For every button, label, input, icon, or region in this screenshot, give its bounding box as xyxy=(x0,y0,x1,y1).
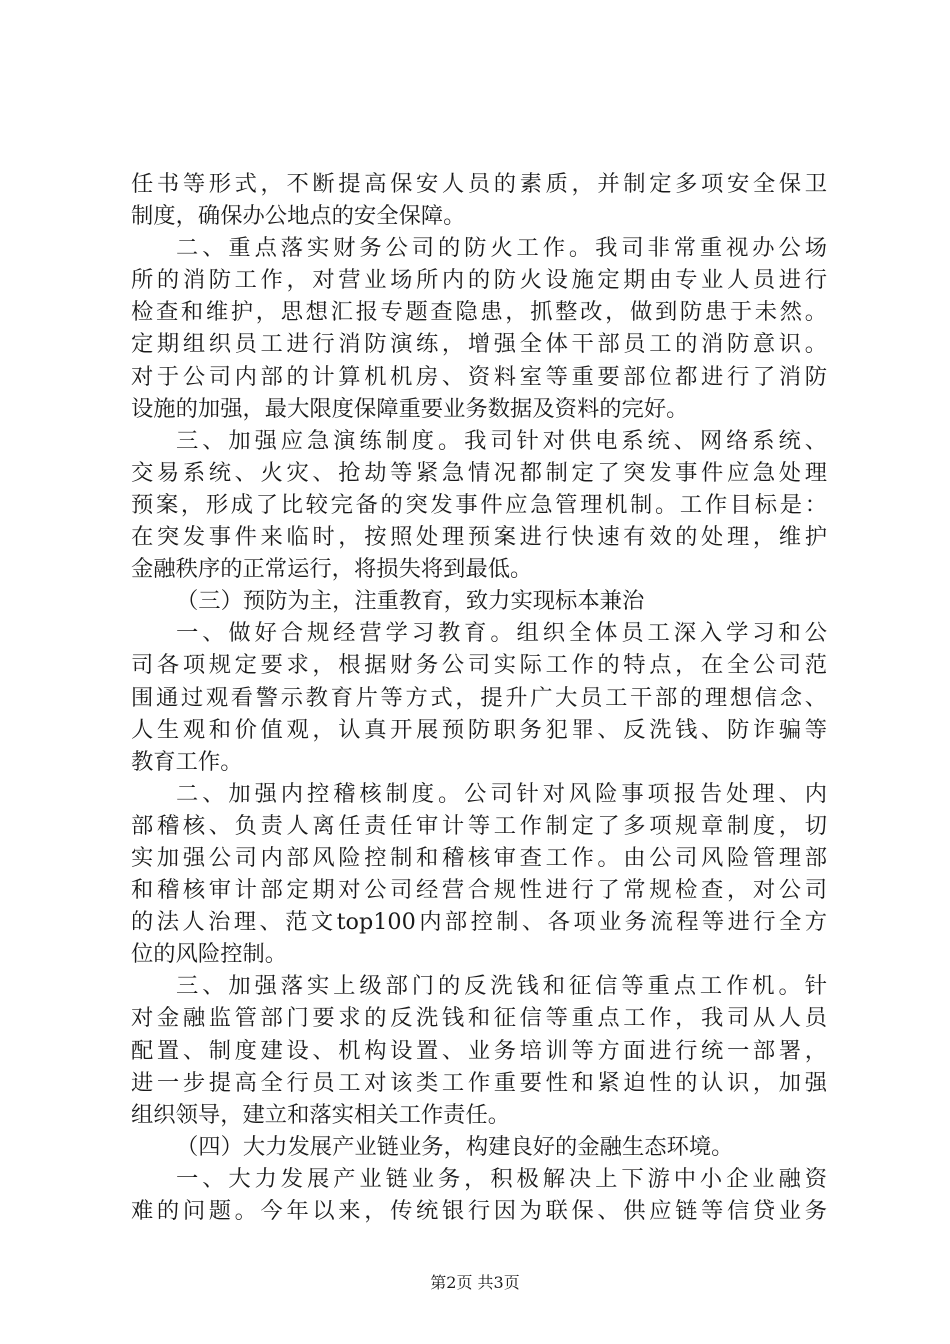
text-line: 交易系统、火灾、抢劫等紧急情况都制定了突发事件应急处理 xyxy=(131,459,827,486)
paragraph-start-line: 三、加强应急演练制度。我司针对供电系统、网络系统、 xyxy=(176,427,827,454)
text-line: 司各项规定要求，根据财务公司实际工作的特点，在全公司范 xyxy=(131,652,827,679)
text-line: 预案，形成了比较完备的突发事件应急管理机制。工作目标是： xyxy=(131,491,827,518)
text-line: 和稽核审计部定期对公司经营合规性进行了常规检查，对公司 xyxy=(131,877,827,904)
paragraph-start-line: 一、做好合规经营学习教育。组织全体员工深入学习和公 xyxy=(176,620,827,647)
text-line: 围通过观看警示教育片等方式，提升广大员工干部的理想信念、 xyxy=(131,684,827,711)
text-line: 人生观和价值观，认真开展预防职务犯罪、反洗钱、防诈骗等 xyxy=(131,716,827,743)
text-line: 任书等形式，不断提高保安人员的素质，并制定多项安全保卫 xyxy=(131,171,827,197)
text-line: 的法人治理、范文top100内部控制、各项业务流程等进行全方 xyxy=(131,909,827,936)
paragraph-start-line: 二、加强内控稽核制度。公司针对风险事项报告处理、内 xyxy=(176,780,827,807)
text-line: 部稽核、负责人离任责任审计等工作制定了多项规章制度，切 xyxy=(131,812,827,839)
paragraph-start-line: 一、大力发展产业链业务，积极解决上下游中小企业融资 xyxy=(176,1165,827,1192)
paragraph-start-line: 三、加强落实上级部门的反洗钱和征信等重点工作机。针 xyxy=(176,973,827,1000)
text-line: 检查和维护，思想汇报专题查隐患，抓整改，做到防患于未然。 xyxy=(131,299,827,326)
text-line: 难的问题。今年以来，传统银行因为联保、供应链等信贷业务 xyxy=(131,1198,827,1224)
text-line: 设施的加强，最大限度保障重要业务数据及资料的完好。 xyxy=(131,395,689,422)
text-line: 定期组织员工进行消防演练，增强全体干部员工的消防意识。 xyxy=(131,331,827,358)
text-line: 对于公司内部的计算机机房、资料室等重要部位都进行了消防 xyxy=(131,363,827,390)
section-heading: （三）预防为主，注重教育，致力实现标本兼治 xyxy=(176,588,645,615)
page-number-footer: 第2页 共3页 xyxy=(430,1273,520,1292)
text-line: 金融秩序的正常运行，将损失将到最低。 xyxy=(131,556,533,583)
text-line: 制度，确保办公地点的安全保障。 xyxy=(131,203,466,230)
text-line: 进一步提高全行员工对该类工作重要性和紧迫性的认识，加强 xyxy=(131,1069,827,1096)
text-line: 教育工作。 xyxy=(131,748,243,775)
text-line: 位的风险控制。 xyxy=(131,941,288,968)
section-heading: （四）大力发展产业链业务，构建良好的金融生态环境。 xyxy=(176,1133,734,1160)
text-line: 在突发事件来临时，按照处理预案进行快速有效的处理，维护 xyxy=(131,524,827,551)
paragraph-start-line: 二、重点落实财务公司的防火工作。我司非常重视办公场 xyxy=(176,235,827,262)
text-line: 组织领导，建立和落实相关工作责任。 xyxy=(131,1101,511,1128)
text-line: 实加强公司内部风险控制和稽核审查工作。由公司风险管理部 xyxy=(131,844,827,871)
text-line: 配置、制度建设、机构设置、业务培训等方面进行统一部署， xyxy=(131,1037,827,1064)
text-line: 对金融监管部门要求的反洗钱和征信等重点工作，我司从人员 xyxy=(131,1005,827,1032)
document-body xyxy=(131,168,827,1227)
text-line: 所的消防工作，对营业场所内的防火设施定期由专业人员进行 xyxy=(131,267,827,294)
